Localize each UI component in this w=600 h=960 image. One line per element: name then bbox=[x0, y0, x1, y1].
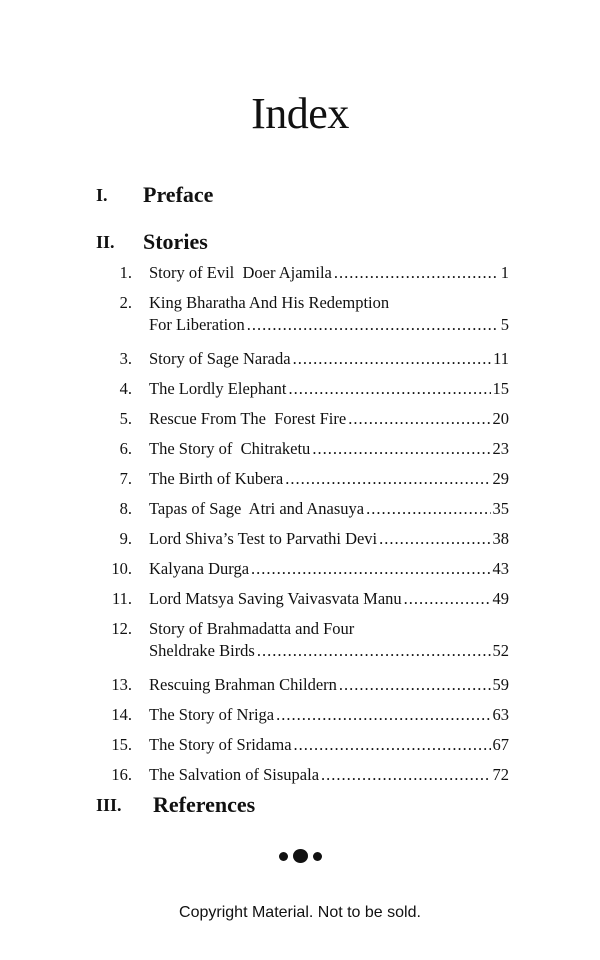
entry-number: 12. bbox=[111, 619, 132, 638]
toc-entry bbox=[0, 558, 600, 580]
entry-number: 15. bbox=[111, 735, 132, 754]
entry-title: Kalyana Durga bbox=[149, 559, 250, 578]
toc-entry bbox=[0, 378, 600, 400]
toc-entry bbox=[0, 408, 600, 430]
entry-number: 3. bbox=[119, 349, 132, 368]
entry-title: The Lordly Elephant bbox=[149, 379, 287, 398]
page-number: 23 bbox=[492, 439, 509, 458]
toc-entry bbox=[0, 704, 600, 726]
entry-title: Rescue From The Forest Fire bbox=[149, 409, 347, 428]
entry-number: 7. bbox=[119, 469, 132, 488]
entry-title: The Story of Nriga bbox=[149, 705, 275, 724]
entry-number: 11. bbox=[111, 589, 132, 608]
entry-title: Story of Evil Doer Ajamila bbox=[149, 263, 332, 282]
entry-number: 13. bbox=[111, 675, 132, 694]
page-number: 5 bbox=[500, 315, 509, 334]
page-number: 59 bbox=[492, 675, 509, 694]
entry-title: Sheldrake Birds bbox=[149, 641, 255, 660]
dot-leader bbox=[247, 314, 499, 336]
section-stories bbox=[0, 225, 600, 259]
entry-title: Lord Shiva’s Test to Parvathi Devi bbox=[149, 529, 378, 548]
entry-title: Story of Brahmadatta and Four bbox=[149, 619, 355, 638]
toc-entry bbox=[0, 618, 600, 662]
toc-entry bbox=[0, 292, 600, 336]
page-title: Index bbox=[251, 89, 349, 138]
dot-icon bbox=[313, 852, 322, 861]
story-list bbox=[0, 262, 600, 794]
dot-leader bbox=[294, 734, 491, 756]
entry-title: The Birth of Kubera bbox=[149, 469, 284, 488]
entry-title: For Liberation bbox=[149, 315, 245, 334]
entry-title: The Story of Sridama bbox=[149, 735, 292, 754]
toc-entry bbox=[0, 764, 600, 786]
page-number: 11 bbox=[493, 349, 509, 368]
page-number: 67 bbox=[492, 735, 509, 754]
entry-number: 10. bbox=[111, 559, 132, 578]
dot-leader bbox=[334, 262, 499, 284]
dot-leader bbox=[379, 528, 490, 550]
toc-entry bbox=[0, 674, 600, 696]
dot-icon bbox=[293, 849, 308, 863]
toc-entry bbox=[0, 438, 600, 460]
page-number: 29 bbox=[492, 469, 509, 488]
entry-number: 2. bbox=[119, 293, 132, 312]
section-references bbox=[0, 788, 600, 822]
entry-number: 6. bbox=[119, 439, 132, 458]
page-number: 49 bbox=[492, 589, 509, 608]
section-heading-stories: Stories bbox=[143, 229, 208, 254]
dot-leader bbox=[293, 348, 492, 370]
toc-entry bbox=[0, 588, 600, 610]
dot-leader bbox=[348, 408, 490, 430]
entry-number: 8. bbox=[119, 499, 132, 518]
dot-leader bbox=[321, 764, 490, 786]
entry-title: The Story of Chitraketu bbox=[149, 439, 311, 458]
section-numeral: III. bbox=[96, 795, 122, 815]
page-number: 35 bbox=[492, 499, 509, 518]
page-number: 1 bbox=[500, 263, 509, 282]
entry-title: Tapas of Sage Atri and Anasuya bbox=[149, 499, 365, 518]
entry-number: 14. bbox=[111, 705, 132, 724]
entry-number: 4. bbox=[119, 379, 132, 398]
entry-title: King Bharatha And His Redemption bbox=[149, 293, 390, 312]
entry-number: 9. bbox=[119, 529, 132, 548]
section-heading-references: References bbox=[153, 792, 256, 817]
section-numeral: II. bbox=[96, 232, 115, 252]
entry-number: 16. bbox=[111, 765, 132, 784]
dot-leader bbox=[251, 558, 490, 580]
toc-entry bbox=[0, 348, 600, 370]
section-preface bbox=[0, 178, 600, 212]
toc-entry bbox=[0, 262, 600, 284]
page-number: 15 bbox=[492, 379, 509, 398]
entry-number: 1. bbox=[119, 263, 132, 282]
section-numeral: I. bbox=[96, 185, 108, 205]
entry-title: Rescuing Brahman Childern bbox=[149, 675, 337, 694]
copyright-footer: Copyright Material. Not to be sold. bbox=[179, 904, 421, 921]
entry-title: Story of Sage Narada bbox=[149, 349, 291, 368]
page-number: 20 bbox=[492, 409, 509, 428]
entry-title: The Salvation of Sisupala bbox=[149, 765, 320, 784]
dot-leader bbox=[285, 468, 490, 490]
toc-entry bbox=[0, 528, 600, 550]
entry-title: Lord Matsya Saving Vaivasvata Manu bbox=[149, 589, 402, 608]
page-number: 38 bbox=[492, 529, 509, 548]
page-number: 72 bbox=[492, 765, 509, 784]
dot-leader bbox=[257, 640, 491, 662]
dot-leader bbox=[339, 674, 491, 696]
dot-leader bbox=[276, 704, 490, 726]
dot-icon bbox=[279, 852, 288, 861]
dot-leader bbox=[366, 498, 490, 520]
three-dot-ornament-icon bbox=[0, 846, 600, 866]
page-number: 63 bbox=[492, 705, 509, 724]
toc-entry bbox=[0, 734, 600, 756]
dot-leader bbox=[404, 588, 491, 610]
page-number: 52 bbox=[492, 641, 509, 660]
section-heading-preface: Preface bbox=[143, 182, 214, 207]
toc-entry bbox=[0, 498, 600, 520]
dot-leader bbox=[288, 378, 490, 400]
entry-number: 5. bbox=[119, 409, 132, 428]
page-number: 43 bbox=[492, 559, 509, 578]
dot-leader bbox=[312, 438, 490, 460]
toc-entry bbox=[0, 468, 600, 490]
